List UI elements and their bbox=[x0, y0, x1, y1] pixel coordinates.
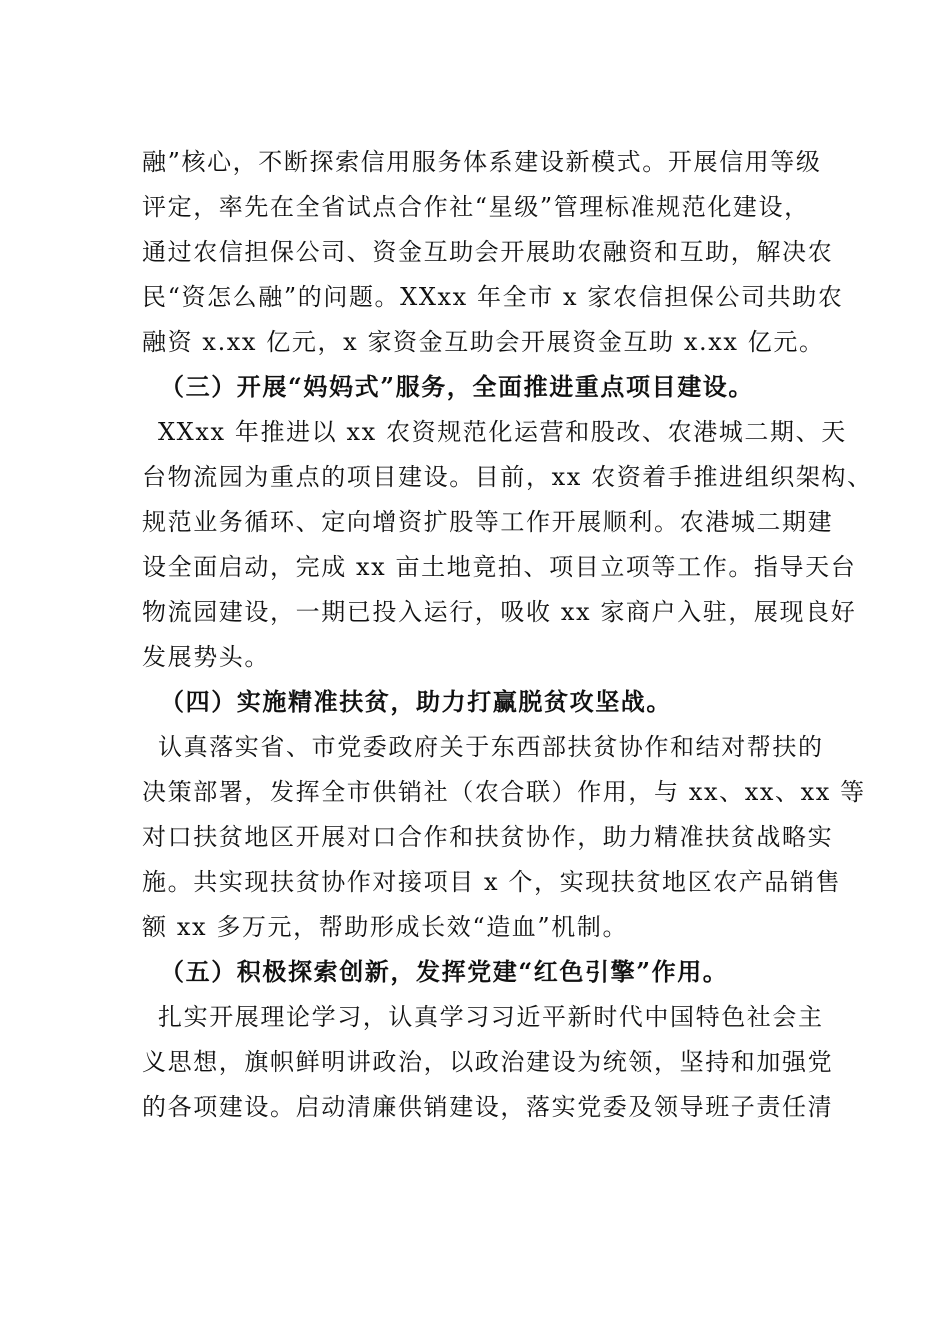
paragraph-line: 的各项建设。启动清廉供销建设，落实党委及领导班子责任清 bbox=[142, 1093, 834, 1121]
paragraph-line: 台物流园为重点的项目建设。目前，xx 农资着手推进组织架构、 bbox=[142, 463, 873, 491]
paragraph-line: 融资 x.xx 亿元，x 家资金互助会开展资金互助 x.xx 亿元。 bbox=[142, 328, 825, 356]
paragraph-line: 规范业务循环、定向增资扩股等工作开展顺利。农港城二期建 bbox=[142, 508, 834, 536]
paragraph-line: 义思想，旗帜鲜明讲政治，以政治建设为统领，坚持和加强党 bbox=[142, 1048, 834, 1076]
paragraph-line: 设全面启动，完成 xx 亩土地竟拍、项目立项等工作。指导天台 bbox=[142, 553, 857, 581]
paragraph-line: 认真落实省、市党委政府关于东西部扶贫协作和结对帮扶的 bbox=[158, 733, 824, 761]
section-heading: （四）实施精准扶贫，助力打赢脱贫攻坚战。 bbox=[160, 687, 672, 716]
paragraph-line: 通过农信担保公司、资金互助会开展助农融资和互助，解决农 bbox=[142, 238, 834, 266]
paragraph-line: 额 xx 多万元，帮助形成长效“造血”机制。 bbox=[142, 913, 629, 941]
section-heading: （三）开展“妈妈式”服务，全面推进重点项目建设。 bbox=[160, 372, 755, 401]
paragraph-line: 扎实开展理论学习，认真学习习近平新时代中国特色社会主 bbox=[158, 1003, 824, 1031]
paragraph-line: 评定，率先在全省试点合作社“星级”管理标准规范化建设， bbox=[142, 193, 810, 221]
paragraph-line: 对口扶贫地区开展对口合作和扶贫协作，助力精准扶贫战略实 bbox=[142, 823, 834, 851]
paragraph-line: 民“资怎么融”的问题。XXxx 年全市 x 家农信担保公司共助农 bbox=[142, 283, 844, 311]
paragraph-line: 融”核心，不断探索信用服务体系建设新模式。开展信用等级 bbox=[142, 148, 822, 176]
paragraph-line: 施。共实现扶贫协作对接项目 x 个，实现扶贫地区农产品销售 bbox=[142, 868, 842, 896]
section-heading: （五）积极探索创新，发挥党建“红色引擎”作用。 bbox=[160, 957, 729, 986]
paragraph-line: 物流园建设，一期已投入运行，吸收 xx 家商户入驻，展现良好 bbox=[142, 598, 857, 626]
paragraph-line: 发展势头。 bbox=[142, 643, 270, 671]
paragraph-line: 决策部署，发挥全市供销社（农合联）作用，与 xx、xx、xx 等 bbox=[142, 778, 866, 806]
paragraph-line: XXxx 年推进以 xx 农资规范化运营和股改、农港城二期、天 bbox=[158, 418, 847, 446]
